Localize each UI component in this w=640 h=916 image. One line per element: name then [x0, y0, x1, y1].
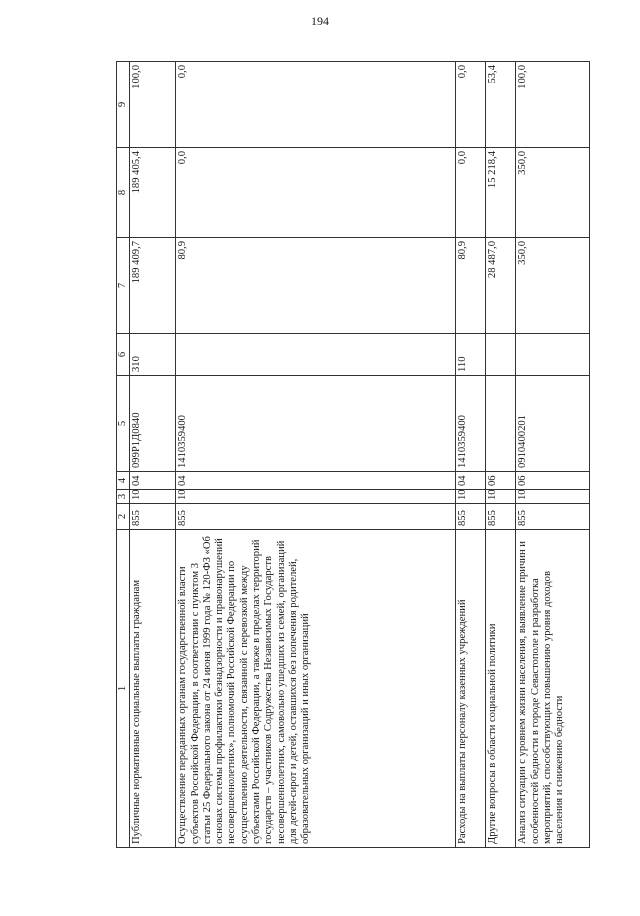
- cell-admin-code: 855: [130, 504, 176, 530]
- row-name: Расходы на выплаты персоналу казенных учреждений: [456, 530, 486, 848]
- cell-planned: 350,0: [516, 238, 590, 334]
- cell-subsection: 04: [130, 472, 176, 490]
- cell-subsection: 04: [456, 472, 486, 490]
- row-name: Другие вопросы в области социальной политики: [486, 530, 516, 848]
- cell-executed: 15 218,4: [486, 148, 516, 238]
- row-name: Публичные нормативные социальные выплаты гражданам: [130, 530, 176, 848]
- header-cell: 9: [117, 62, 130, 148]
- header-cell: 1: [117, 530, 130, 848]
- cell-percent: 53,4: [486, 62, 516, 148]
- cell-target-article: 099Р1Д0840: [130, 376, 176, 472]
- cell-expense-type: [516, 334, 590, 376]
- cell-executed: 189 405,4: [130, 148, 176, 238]
- header-cell: 7: [117, 238, 130, 334]
- cell-executed: 0,0: [176, 148, 456, 238]
- rotated-table-container: [116, 62, 590, 848]
- table-row: [516, 62, 590, 848]
- cell-section: 10: [516, 490, 590, 504]
- table-row: [130, 62, 176, 848]
- cell-target-article: [486, 376, 516, 472]
- cell-target-article: 1410359400: [176, 376, 456, 472]
- header-cell: 2: [117, 504, 130, 530]
- header-cell: 3: [117, 490, 130, 504]
- row-name: Анализ ситуации с уровнем жизни населения, выявление причин и особенностей бедности в городе Севастополе и разработка мероприятий, способствующих повышению уровня доходов населения и снижению бедности: [516, 530, 590, 848]
- cell-section: 10: [130, 490, 176, 504]
- cell-percent: 100,0: [516, 62, 590, 148]
- table-row: [176, 62, 456, 848]
- cell-percent: 100,0: [130, 62, 176, 148]
- cell-admin-code: 855: [486, 504, 516, 530]
- cell-target-article: 0910400201: [516, 376, 590, 472]
- table-header-row: [117, 62, 130, 848]
- cell-subsection: 04: [176, 472, 456, 490]
- cell-executed: 0,0: [456, 148, 486, 238]
- cell-section: 10: [486, 490, 516, 504]
- page-number: 194: [311, 14, 329, 28]
- cell-percent: 0,0: [456, 62, 486, 148]
- cell-expense-type: [486, 334, 516, 376]
- cell-planned: 189 409,7: [130, 238, 176, 334]
- cell-admin-code: 855: [516, 504, 590, 530]
- table-row: [486, 62, 516, 848]
- cell-executed: 350,0: [516, 148, 590, 238]
- cell-expense-type: [176, 334, 456, 376]
- row-name: Осуществление переданных органам государственной власти субъектов Российской Федерации, в соответствии с пунктом 3 статьи 25 Федерального закона от 24 июня 1999 года № 120-ФЗ «Об основах системы профилактики безнадзорности и правонарушений несовершеннолетних», полномочий Российской Федерации по осуществлению деятельности, связанной с перевозкой между субъектами Российской Федерации, а также в пределах территорий государств – участников Содружества Независимых Государств несовершеннолетних, самовольно ушедших из семей, организаций для детей-сирот и детей, оставшихся без попечения родителей, образовательных организаций и иных организаций: [176, 530, 456, 848]
- header-cell: 8: [117, 148, 130, 238]
- cell-admin-code: 855: [176, 504, 456, 530]
- cell-planned: 80,9: [176, 238, 456, 334]
- cell-expense-type: 310: [130, 334, 176, 376]
- header-cell: 6: [117, 334, 130, 376]
- header-cell: 4: [117, 472, 130, 490]
- cell-admin-code: 855: [456, 504, 486, 530]
- cell-subsection: 06: [516, 472, 590, 490]
- cell-section: 10: [176, 490, 456, 504]
- cell-percent: 0,0: [176, 62, 456, 148]
- budget-table: [116, 61, 590, 848]
- cell-planned: 80,9: [456, 238, 486, 334]
- cell-target-article: 1410359400: [456, 376, 486, 472]
- cell-planned: 28 487,0: [486, 238, 516, 334]
- header-cell: 5: [117, 376, 130, 472]
- table-row: [456, 62, 486, 848]
- cell-subsection: 06: [486, 472, 516, 490]
- cell-expense-type: 110: [456, 334, 486, 376]
- cell-section: 10: [456, 490, 486, 504]
